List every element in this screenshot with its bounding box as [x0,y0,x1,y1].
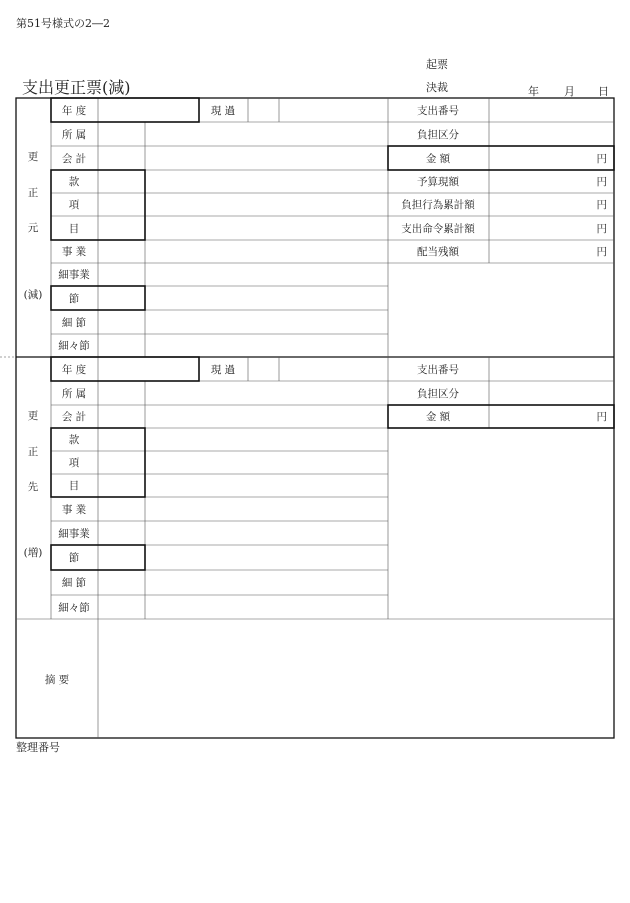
source-current-overdue-label: 現 過 [210,105,236,117]
payment-cumulative-label: 支出命令累計額 [401,223,475,235]
source-amount-yen: 円 [596,153,607,165]
dest-setsu-label: 節 [68,552,80,564]
source-side-char-3: 元 [27,222,39,234]
burden-cumulative-yen: 円 [596,199,607,211]
source-amount-box [388,146,614,170]
dest-sai-setsu-label: 細 節 [61,577,87,589]
source-burden-category-label: 負担区分 [417,129,459,141]
summary-section [16,619,614,738]
source-sai-setsu-label: 細 節 [61,317,87,329]
source-sub-project-label: 細事業 [58,269,90,281]
source-saisai-setsu-label: 細々節 [58,340,90,352]
burden-cumulative-label: 負担行為累計額 [401,199,475,211]
source-kou-label: 項 [68,199,80,211]
dest-section [24,357,614,619]
dest-side-char-3: 先 [27,481,39,493]
dest-burden-category-label: 負担区分 [417,388,459,400]
source-project-label: 事 業 [61,246,87,258]
decision-label: 決裁 [426,81,448,94]
dest-saisai-setsu-label: 細々節 [58,602,90,614]
source-department-label: 所 属 [61,129,87,141]
budget-current-label: 予算現額 [417,176,459,188]
form-title: 支出更正票(減) [22,78,131,97]
reference-number-label: 整理番号 [16,741,60,754]
dest-amount-box [388,405,614,428]
dest-kan-label: 款 [68,434,80,446]
budget-current-yen: 円 [596,176,607,188]
dest-side-char-4: (増) [23,547,43,559]
dest-side-char-1: 更 [27,410,39,422]
form-number: 第51号様式の2―2 [16,17,110,30]
date-year-label: 年 [528,85,539,98]
dest-account-label: 会 計 [61,411,87,423]
dest-department-label: 所 属 [61,388,87,400]
allocation-balance-yen: 円 [596,246,607,258]
payment-cumulative-yen: 円 [596,223,607,235]
dest-amount-yen: 円 [596,411,607,423]
source-account-label: 会 計 [61,153,87,165]
dest-fiscal-year-label: 年 度 [61,364,87,376]
source-moku-label: 目 [68,223,80,235]
summary-label: 摘 要 [44,674,70,686]
dest-kou-label: 項 [68,457,80,469]
source-side-char-2: 正 [27,187,39,199]
source-section [24,98,614,357]
dest-moku-label: 目 [68,480,80,492]
source-expenditure-number-label: 支出番号 [417,105,459,117]
source-kan-label: 款 [68,176,80,188]
source-side-char-1: 更 [27,151,39,163]
source-amount-label: 金 額 [425,153,451,165]
dest-project-label: 事 業 [61,504,87,516]
approval-label: 起票 [426,58,448,71]
source-setsu-label: 節 [68,293,80,305]
date-month-label: 月 [564,85,575,98]
source-side-char-4: (減) [23,289,43,301]
source-fiscal-year-label: 年 度 [61,105,87,117]
allocation-balance-label: 配当残額 [417,246,459,258]
form-outer-frame [16,98,614,738]
dest-sub-project-label: 細事業 [58,528,90,540]
dest-expenditure-number-label: 支出番号 [417,364,459,376]
dest-side-char-2: 正 [27,446,39,458]
dest-amount-label: 金 額 [425,411,451,423]
date-day-label: 日 [598,85,609,98]
dest-current-overdue-label: 現 過 [210,364,236,376]
